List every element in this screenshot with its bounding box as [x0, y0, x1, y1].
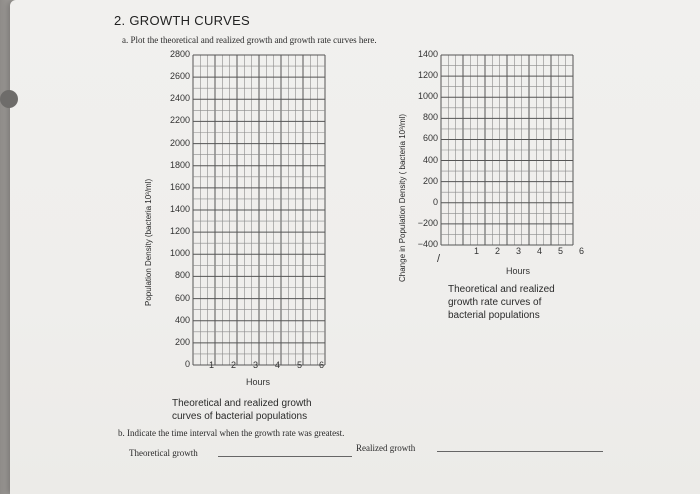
- realized-growth-label: Realized growth: [356, 443, 416, 453]
- right-y-tick: 200: [422, 175, 438, 186]
- left-caption-line1: Theoretical and realized growth: [172, 398, 312, 409]
- left-y-axis-label: Population Density (bacteria 10³/ml): [144, 178, 153, 306]
- left-x-tick: 5: [297, 360, 303, 370]
- binder-hole: [0, 90, 18, 108]
- right-x-tick: 6: [579, 246, 585, 256]
- left-y-tick: 600: [174, 292, 190, 303]
- section-title: 2. GROWTH CURVES: [114, 13, 251, 28]
- right-y-tick: 400: [422, 154, 438, 165]
- right-y-tick: 800: [422, 112, 438, 123]
- right-y-tick: 1200: [417, 70, 438, 81]
- left-x-tick: 3: [253, 360, 259, 370]
- theoretical-growth-answer-line[interactable]: [218, 456, 352, 457]
- right-growth-rate-grid[interactable]: [441, 55, 573, 245]
- left-x-tick: 6: [319, 360, 325, 370]
- left-y-tick: 2000: [169, 137, 190, 148]
- worksheet-page: [10, 0, 700, 494]
- right-caption-line2: growth rate curves of: [448, 297, 542, 308]
- right-x-tick: 4: [537, 246, 543, 256]
- left-x-tick: 1: [209, 360, 215, 370]
- right-x-tick: 1: [474, 246, 480, 256]
- left-x-tick: 2: [231, 360, 237, 370]
- left-y-tick: 1200: [169, 226, 190, 237]
- left-caption-line2: curves of bacterial populations: [172, 411, 308, 422]
- right-caption-line1: Theoretical and realized: [448, 284, 555, 295]
- right-y-tick: 1400: [417, 49, 438, 59]
- left-x-axis-label: Hours: [246, 377, 271, 387]
- left-y-tick: 800: [174, 270, 190, 281]
- left-y-tick: 2600: [169, 71, 190, 82]
- left-y-tick: 0: [184, 359, 190, 369]
- left-x-tick: 4: [275, 360, 281, 370]
- left-y-tick: 1800: [169, 159, 190, 170]
- right-x-tick: 2: [495, 246, 501, 256]
- realized-growth-answer-line[interactable]: [437, 451, 603, 452]
- left-y-tick: 1600: [169, 181, 190, 192]
- right-y-tick: −400: [417, 239, 438, 249]
- left-y-tick: 2200: [169, 115, 190, 126]
- left-y-tick: 2800: [169, 49, 190, 59]
- left-growth-grid[interactable]: [193, 55, 325, 365]
- left-y-tick: 2400: [169, 93, 190, 104]
- right-x-tick: 5: [558, 246, 564, 256]
- part-b-instruction: b. Indicate the time interval when the growth rate was greatest.: [118, 428, 345, 438]
- right-y-tick: 0: [432, 196, 438, 207]
- part-a-instruction: a. Plot the theoretical and realized growth and growth rate curves here.: [122, 35, 377, 45]
- left-y-tick: 200: [174, 336, 190, 347]
- axis-tick-mark: /: [437, 253, 441, 265]
- right-x-axis-label: Hours: [506, 266, 531, 276]
- right-y-axis-label: Change in Population Density ( bacteria 10³/ml): [398, 113, 407, 282]
- left-y-tick: 1400: [169, 204, 190, 214]
- right-caption-line3: bacterial populations: [448, 310, 540, 321]
- left-y-tick: 1000: [169, 248, 190, 259]
- left-y-tick: 400: [174, 314, 190, 325]
- right-y-tick: −200: [417, 217, 438, 228]
- right-y-tick: 1000: [417, 91, 438, 102]
- right-x-tick: 3: [516, 246, 522, 256]
- theoretical-growth-label: Theoretical growth: [129, 448, 198, 458]
- right-y-tick: 600: [422, 133, 438, 144]
